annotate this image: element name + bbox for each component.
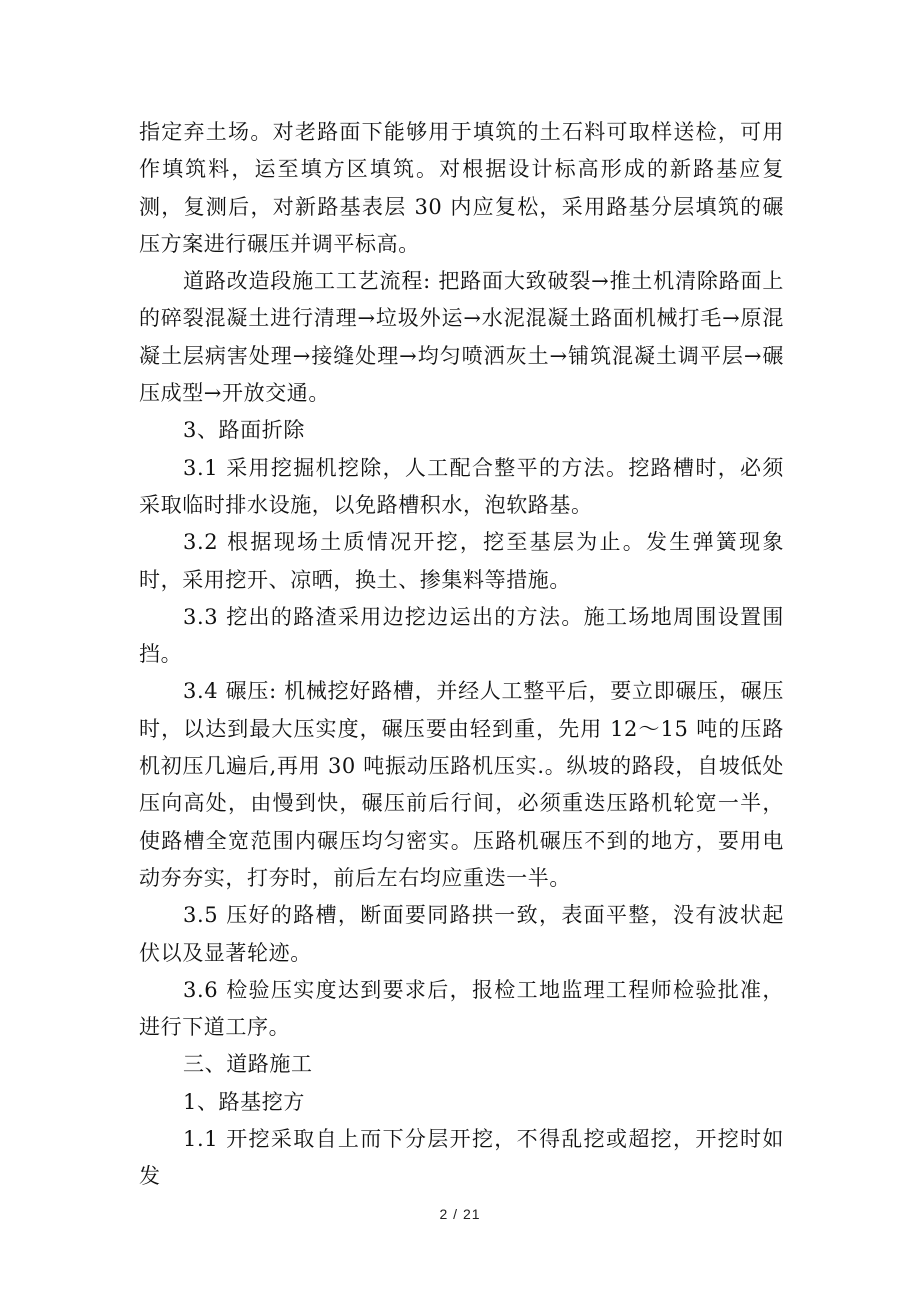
paragraph-1: 指定弃土场。对老路面下能够用于填筑的土石料可取样送检，可用作填筑料，运至填方区填筑。对根据设计标高形成的新路基应复测，复测后，对新路基表层 30 内应复松，采用路基分层填筑的碾压方案进行碾压并调平标高。 (139, 120, 784, 256)
chapter-heading-road-construction: 三、道路施工 (183, 1052, 313, 1077)
paragraph-3-4: 3.4 碾压: 机械挖好路槽，并经人工整平后，要立即碾压，碾压时，以达到最大压实度，碾压要由轻到重，先用 12～15 吨的压路机初压几遍后,再用 30 吨振动压路机压实.。纵坡的路段，自坡低处压向高处，由慢到快，碾压前后行间，必须重迭压路机轮宽一半，使路槽全宽范围内碾压均匀密实。压路机碾压不到的地方，要用电动夯夯实，打夯时，前后左右均应重迭一半。 (139, 679, 784, 890)
page-number: 2 / 21 (439, 1206, 481, 1222)
paragraph-3-3: 3.3 挖出的路渣采用边挖边运出的方法。施工场地周围设置围挡。 (139, 604, 784, 667)
document-body (139, 114, 784, 1196)
paragraph-3-1: 3.1 采用挖掘机挖除，人工配合整平的方法。挖路槽时，必须采取临时排水设施，以免路槽积水，泡软路基。 (139, 455, 784, 517)
section-heading-3: 3、路面折除 (183, 418, 305, 443)
paragraph-1-1: 1.1 开挖采取自上而下分层开挖，不得乱挖或超挖，开挖时如发 (139, 1127, 784, 1189)
paragraph-3-5: 3.5 压好的路槽，断面要同路拱一致，表面平整，没有波状起伏以及显著轮迹。 (139, 903, 784, 965)
section-heading-1: 1、路基挖方 (183, 1089, 305, 1114)
paragraph-2: 道路改造段施工工艺流程: 把路面大致破裂→推土机清除路面上的碎裂混凝土进行清理→垃圾外运→水泥混凝土路面机械打毛→原混凝土层病害处理→接缝处理→均匀喷洒灰土→铺筑混凝土调平层→碾压成型→开放交通。 (139, 269, 784, 406)
paragraph-3-2: 3.2 根据现场土质情况开挖，挖至基层为止。发生弹簧现象时，采用挖开、凉晒，换土、掺集料等措施。 (139, 530, 784, 592)
paragraph-3-6: 3.6 检验压实度达到要求后，报检工地监理工程师检验批准，进行下道工序。 (139, 977, 784, 1040)
